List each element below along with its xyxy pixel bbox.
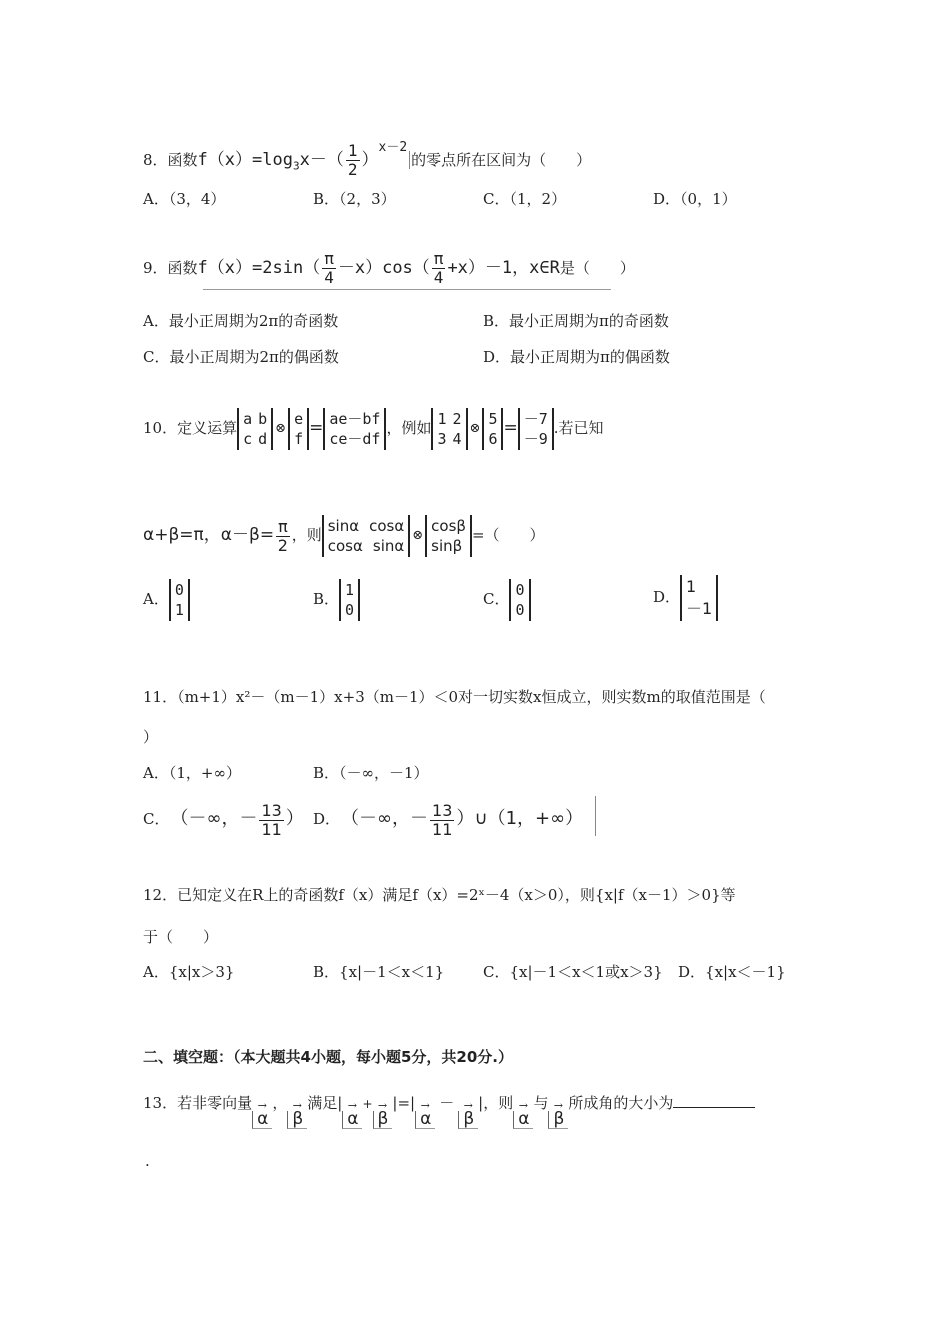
q10-ex-result-top: －7	[523, 410, 548, 428]
q12-option-c: C．{x|－1＜x＜1或x＞3}	[483, 963, 663, 981]
q10-def-e: e	[294, 410, 304, 428]
q10-equals-2: =	[503, 418, 518, 438]
q11-option-c	[143, 796, 304, 842]
q13-arrow-icon-4: →	[377, 1099, 388, 1112]
q10-option-c-bottom: 0	[515, 601, 525, 619]
q10-option-b	[313, 576, 360, 622]
q10-def-result-top: ae－bf	[329, 410, 381, 428]
q9-formula-a: f（x）=2sin（	[197, 258, 321, 278]
q13-arrow-icon-8: →	[553, 1099, 563, 1112]
q10-q-matrix	[322, 515, 411, 557]
q11-option-c-pre: （－∞，－	[179, 808, 258, 829]
q9-number: 9．函数	[143, 259, 198, 277]
q8-frac-num: 1	[347, 140, 358, 160]
q13-arrow-icon-3: →	[347, 1099, 357, 1112]
q8-formula-mid: x－（	[299, 150, 344, 170]
q10-condition	[143, 510, 545, 560]
q13-vector-b-1	[287, 1101, 307, 1129]
q8-option-a: A．（3，4）	[143, 190, 226, 208]
q9-formula	[197, 248, 560, 287]
q13-vec-b-symbol-2: β	[373, 1111, 393, 1129]
q9-frac2-den: 4	[433, 267, 444, 287]
q10-ex-5: 5	[488, 410, 498, 428]
q13-prefix: 13．若非零向量	[143, 1094, 253, 1112]
q11-option-c-post: ）	[285, 808, 304, 829]
q10-option-c-label: C．	[483, 590, 510, 608]
q10-q-cos-a-2: cosα	[327, 537, 363, 555]
q13-vec-a-symbol-3: α	[415, 1111, 435, 1129]
q8-log-base: 3	[292, 159, 300, 173]
q10-cond-frac-num: π	[278, 516, 288, 536]
q13-vector-a-2	[342, 1101, 362, 1129]
q13-arrow-icon-2: →	[292, 1099, 302, 1112]
q10-stem	[143, 403, 604, 453]
q10-ex-6: 6	[488, 430, 498, 448]
q10-example-label: ，例如	[386, 419, 432, 437]
q10-def-f: f	[294, 430, 304, 448]
q10-equals-1: =	[309, 418, 324, 438]
q10-q-sin-b: sinβ	[431, 537, 463, 555]
q13-vector-a-1	[252, 1101, 272, 1129]
q10-q-tail: =（ ）	[471, 526, 545, 544]
q9-suffix: 是（ ）	[559, 259, 635, 277]
q8-option-d: D．（0，1）	[653, 190, 737, 208]
q10-def-b: b	[258, 410, 268, 428]
q8-formula-left: f（x）=lo	[197, 150, 283, 170]
q9-option-a: A．最小正周期为2π的奇函数	[143, 312, 339, 330]
q13-vector-b-2	[373, 1101, 393, 1129]
q9-formula-b: －x）cos（	[337, 258, 430, 278]
q11-option-c-fraction	[259, 800, 283, 839]
q13-vector-b-3	[458, 1101, 478, 1129]
q11-option-d-den: 11	[432, 819, 453, 839]
q13-vec-a-symbol-2: α	[342, 1111, 362, 1129]
q10-otimes-3: ⊗	[412, 528, 424, 543]
q13-satisfy: 满足|	[307, 1094, 343, 1112]
q10-q-cos-b: cosβ	[431, 517, 466, 535]
q13-and: 与	[533, 1094, 549, 1112]
q13-vec-a-symbol: α	[252, 1111, 272, 1129]
q8-fraction	[346, 140, 360, 179]
q11-option-a: A．（1，+∞）	[143, 764, 241, 782]
q8-formula-g: g	[282, 150, 293, 170]
q10-option-d-label: D．	[653, 588, 681, 606]
q9-fraction-1	[322, 248, 336, 287]
q10-ex-4: 4	[452, 430, 462, 448]
q11-option-d	[313, 796, 583, 842]
q11-option-d-num: 13	[432, 800, 453, 820]
q10-ex-1: 1	[437, 410, 447, 428]
q10-ex-2: 2	[452, 410, 462, 428]
q10-option-a-bottom: 1	[174, 601, 184, 619]
q9-option-c: C．最小正周期为2π的偶函数	[143, 348, 339, 366]
q9-frac1-num: π	[324, 248, 334, 268]
q9-formula-underline	[203, 289, 611, 290]
q13-answer-blank	[673, 1093, 755, 1108]
q13-vector-a-4	[513, 1101, 533, 1129]
q10-cond-fraction	[276, 516, 290, 555]
q11-option-d-post: ）∪（1，+∞）	[456, 808, 584, 829]
q9-frac2-num: π	[433, 248, 444, 268]
q10-ex-3: 3	[437, 430, 447, 448]
q13-plus: +	[362, 1097, 373, 1111]
q13-stem	[143, 1078, 755, 1129]
q10-cond-text: α+β=π，α－β=	[143, 525, 275, 545]
q8-number: 8．函数	[143, 151, 198, 169]
q12-option-b: B．{x|－1＜x＜1}	[313, 963, 445, 981]
q10-option-c	[483, 576, 531, 622]
q13-arrow-icon-5: →	[420, 1099, 430, 1112]
q13-vector-b-4	[548, 1101, 568, 1129]
q13-minus: －	[439, 1094, 455, 1112]
q11-option-c-label: C．	[143, 810, 170, 828]
q10-option-a-top: 0	[174, 581, 184, 599]
q10-option-c-vector	[509, 579, 530, 621]
q13-arrow-icon: →	[257, 1099, 267, 1112]
q10-def-result	[323, 408, 386, 450]
q8-option-b: B．（2，3）	[313, 190, 396, 208]
q8-stem	[143, 128, 592, 179]
q13-vector-a-3	[415, 1101, 435, 1129]
q10-option-d-bottom: －1	[686, 599, 713, 618]
q9-option-b: B．最小正周期为π的奇函数	[483, 312, 669, 330]
q10-option-b-label: B．	[313, 590, 340, 608]
q13-close: |，则	[478, 1094, 514, 1112]
q11-option-d-crop-bar	[595, 796, 596, 836]
q13-vec-b-symbol-3: β	[458, 1111, 478, 1129]
q10-option-b-vector	[339, 579, 360, 621]
q13-comma: ，	[272, 1094, 288, 1112]
q9-formula-c: +x）－1，x∈R	[447, 258, 560, 278]
q10-ex-matrix-1	[431, 408, 467, 450]
q10-ex-result-bottom: －9	[523, 430, 548, 448]
q12-stem-line-2: 于（ ）	[143, 928, 219, 946]
q8-exponent: x－2	[378, 140, 408, 155]
q11-option-d-pre: （－∞，－	[350, 808, 429, 829]
q13-arrow-icon-7: →	[518, 1099, 528, 1112]
q8-option-c: C．（1，2）	[483, 190, 567, 208]
q10-q-sin-a-2: sinα	[372, 537, 405, 555]
q8-formula-close: ）	[361, 150, 379, 170]
q11-option-d-label: D．	[313, 810, 341, 828]
q10-cond-frac-den: 2	[277, 535, 288, 555]
q10-def-c: c	[243, 430, 253, 448]
q10-option-d	[653, 572, 718, 622]
q10-ex-result	[518, 408, 554, 450]
q11-option-c-den: 11	[261, 819, 282, 839]
q10-def-a: a	[243, 410, 253, 428]
q10-ex-vector	[482, 408, 503, 450]
q13-mid: |=|	[392, 1094, 416, 1112]
q10-otimes-2: ⊗	[469, 421, 481, 436]
q10-def-matrix-1	[237, 408, 273, 450]
q9-stem	[143, 246, 635, 290]
q13-arrow-icon-6: →	[463, 1099, 473, 1112]
q11-option-c-num: 13	[261, 800, 282, 820]
q13-vec-b-symbol-4: β	[548, 1111, 568, 1129]
q8-frac-den: 2	[347, 159, 358, 179]
q8-suffix: 的零点所在区间为（ ）	[411, 151, 592, 169]
q10-option-a-label: A．	[143, 590, 169, 608]
q10-tail: .若已知	[553, 419, 604, 437]
q11-option-b: B．（－∞，－1）	[313, 764, 429, 782]
q10-otimes-1: ⊗	[275, 421, 287, 436]
q11-stem-line-2: ）	[143, 728, 159, 746]
q10-number: 10．定义运算	[143, 419, 238, 437]
q10-q-vector	[425, 515, 472, 557]
q11-option-d-fraction	[430, 800, 454, 839]
q10-def-d: d	[258, 430, 268, 448]
section-2-title: 二、填空题：（本大题共4小题，每小题5分，共20分.）	[143, 1048, 513, 1066]
q10-option-a	[143, 576, 190, 622]
q10-def-vector	[288, 408, 309, 450]
q13-suffix: 所成角的大小为	[568, 1094, 674, 1112]
q10-cond-then: ，则	[291, 526, 322, 544]
q10-q-sin-a: sinα	[327, 517, 360, 535]
q9-fraction-2	[432, 248, 446, 287]
q12-option-a: A．{x|x＞3}	[143, 963, 235, 981]
q9-option-d: D．最小正周期为π的偶函数	[483, 348, 670, 366]
q10-option-a-vector	[169, 579, 190, 621]
q10-def-result-bottom: ce－df	[329, 430, 381, 448]
q12-option-d: D．{x|x＜－1}	[678, 963, 786, 981]
q8-formula	[197, 140, 408, 179]
q10-q-cos-a: cosα	[369, 517, 405, 535]
q10-option-d-vector	[680, 575, 718, 621]
q13-period: .	[145, 1152, 150, 1170]
q9-frac1-den: 4	[324, 267, 334, 287]
q11-stem-line-1: 11．（m+1）x²－（m－1）x+3（m－1）＜0对一切实数x恒成立，则实数m的取值范围是（	[143, 688, 766, 706]
q10-option-b-bottom: 0	[345, 601, 355, 619]
q13-vec-a-symbol-4: α	[513, 1111, 533, 1129]
q10-option-c-top: 0	[515, 581, 525, 599]
q13-vec-b-symbol: β	[287, 1111, 307, 1129]
q10-option-b-top: 1	[345, 581, 355, 599]
q10-option-d-top: 1	[686, 577, 697, 596]
q12-stem-line-1: 12．已知定义在R上的奇函数f（x）满足f（x）=2ˣ－4（x＞0），则{x|f（x－1）＞0}等	[143, 886, 736, 904]
